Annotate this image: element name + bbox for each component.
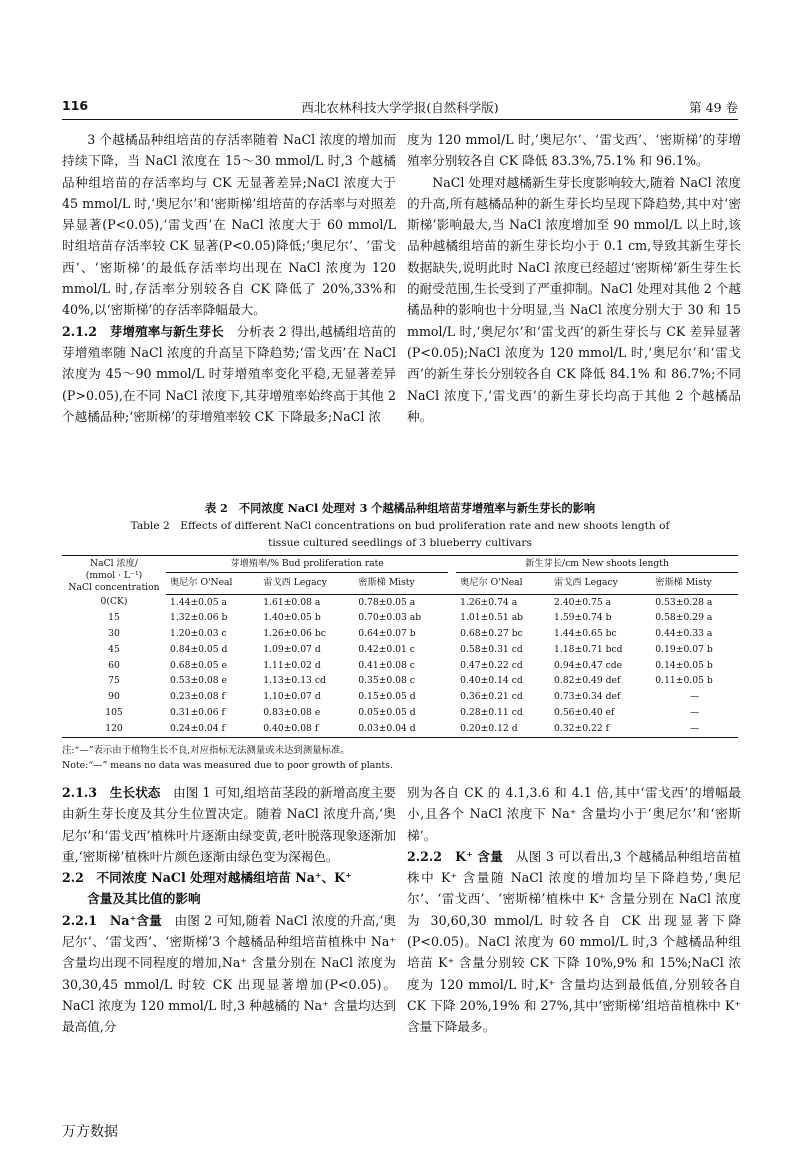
table-cell-concentration: 105 (105, 707, 123, 719)
table-row (62, 721, 738, 737)
table-cell: 0.42±0.01 c (358, 643, 415, 655)
table-subheader: 密斯梯 Misty (354, 573, 448, 594)
right-column-bottom (407, 782, 741, 1038)
table-cell-concentration: 75 (108, 675, 120, 687)
heading-2-2-1: 2.2.1 Na⁺含量 (62, 912, 162, 928)
table-cell: 0.68±0.27 bc (460, 628, 523, 640)
table-cell-concentration: 0(CK) (100, 596, 128, 608)
table-cell: 0.58±0.29 a (655, 612, 713, 624)
table-cell: 0.20±0.12 d (456, 721, 550, 737)
paragraph-na-continued: 别为各自 CK 的 4.1,3.6 和 4.1 倍,其中‘雷戈西’的增幅最小,且各个 NaCl 浓度下 Na⁺ 含量均小于‘奥尼尔’和‘密斯梯’。 (407, 785, 741, 843)
table-row (62, 642, 738, 658)
table-cell: 0.28±0.11 cd (460, 707, 523, 719)
table-cell-concentration: 120 (62, 721, 166, 737)
table-cell: 0.73±0.34 def (554, 691, 621, 703)
left-column-top (62, 129, 396, 427)
table-cell: 0.23±0.08 f (170, 691, 225, 703)
table-cell: 1.10±0.07 d (263, 691, 321, 703)
table-cell: 1.26±0.74 a (460, 596, 518, 608)
table-cell-concentration: 90 (108, 691, 120, 703)
table-cell-concentration: 15 (108, 612, 120, 624)
table-cell: 0.56±0.40 ef (554, 707, 615, 719)
table-subheader: 雷戈西 Legacy (259, 573, 354, 594)
table-cell: 0.40±0.14 cd (460, 675, 523, 687)
left-column-bottom (62, 782, 396, 1038)
table-row (62, 705, 738, 721)
heading-2-1-3: 2.1.3 生长状态 (62, 785, 161, 800)
table-row (62, 673, 738, 689)
table-subheader: 奥尼尔 O'Neal (166, 573, 259, 594)
table-cell: 0.58±0.31 cd (460, 643, 523, 655)
table-cell: 0.53±0.28 a (655, 596, 713, 608)
table-cell: 1.44±0.65 bc (554, 628, 617, 640)
header-rule (62, 119, 738, 120)
table-cell: 1.61±0.08 a (263, 596, 321, 608)
table-row (62, 689, 738, 705)
table-subheader: 奥尼尔 O'Neal (456, 573, 550, 594)
heading-2-2: 2.2 不同浓度 NaCl 处理对越橘组培苗 Na⁺、K⁺ 含量及其比值的影响 (62, 870, 352, 907)
paragraph-bud-continued: 度为 120 mmol/L 时,‘奥尼尔’、‘雷戈西’、‘密斯梯’的芽增殖率分别较各自 CK 降低 83.3%,75.1% 和 96.1%。 (407, 132, 741, 169)
table-cell-concentration: 30 (108, 628, 120, 640)
right-column-top (407, 129, 741, 427)
table-cell: 1.20±0.03 c (170, 628, 227, 640)
table-subheader: 密斯梯 Misty (651, 573, 738, 594)
table-cell: 0.35±0.08 c (358, 675, 415, 687)
table-cell: 0.19±0.07 b (655, 643, 713, 655)
table-cell: 1.59±0.74 b (554, 612, 612, 624)
table-cell: — (690, 707, 700, 719)
table-cell: 2.40±0.75 a (554, 596, 612, 608)
table-header-concentration: NaCl 浓度/ (mmol · L⁻¹) NaCl concentration (62, 556, 166, 595)
table-cell: 0.05±0.05 d (358, 707, 416, 719)
journal-title: 西北农林科技大学学报(自然科学版) (301, 100, 499, 115)
table-row (62, 610, 738, 626)
table-caption-en-line1: Table 2 Effects of different NaCl concentrations on bud proliferation rate and new shoots length of (130, 520, 670, 532)
table-subheader: 雷戈西 Legacy (550, 573, 651, 594)
table-cell: 0.36±0.21 cd (460, 691, 523, 703)
table-cell: 0.11±0.05 b (655, 675, 713, 687)
paragraph-2-1-3: 由图 1 可知,组培苗茎段的新增高度主要由新生芽长度及其分生位置决定。随着 NaCl 浓度升高,‘奥尼尔’和‘雷戈西’植株叶片逐渐由绿变黄,老叶脱落现象逐渐加重,‘密斯梯’植株叶片颜色逐渐由绿色变为深褐色。 (62, 785, 396, 864)
table-header-shoot-length: 新生芽长/cm New shoots length (456, 556, 738, 573)
section-2-2-2 (407, 846, 741, 1038)
heading-2-2-2: 2.2.2 K⁺ 含量 (407, 848, 504, 864)
table-caption-en (62, 518, 738, 552)
section-2-2-1 (62, 910, 396, 1038)
table-cell: 0.44±0.33 a (655, 628, 713, 640)
volume-label: 第 49 卷 (689, 100, 738, 115)
table-cell: 1.26±0.06 bc (263, 628, 326, 640)
table-cell: 0.14±0.05 b (655, 659, 713, 671)
table-note-en: Note:“—” means no data was measured due to poor growth of plants. (62, 760, 393, 771)
table-cell: 1.01±0.51 ab (460, 612, 524, 624)
table-cell: — (690, 691, 700, 703)
table-row (62, 626, 738, 642)
section-2-1-2 (62, 321, 396, 427)
table-cell: 0.40±0.08 f (259, 721, 354, 737)
table-cell: 1.44±0.05 a (170, 596, 228, 608)
paragraph-2-1-2: 分析表 2 得出,越橘组培苗的芽增殖率随 NaCl 浓度的升高呈下降趋势;‘雷戈西’在 NaCl 浓度为 45～90 mmol/L 时芽增殖率变化平稳,无显著差异(P>0.05),在不同 NaCl 浓度下,其芽增殖率始终高于其他 2 个越橘品种;‘密斯梯’的芽增殖率较 CK 下降最多;NaCl 浓 (62, 323, 396, 424)
watermark-footer: 万方数据 (62, 1124, 118, 1140)
table-cell: 0.68±0.05 e (170, 659, 227, 671)
data-table (62, 555, 738, 738)
table-header-bud-rate: 芽增殖率/% Bud proliferation rate (166, 556, 448, 573)
table-row (62, 594, 738, 610)
table-cell: 0.03±0.04 d (354, 721, 448, 737)
paragraph-2-2-1: 由图 2 可知,随着 NaCl 浓度的升高,‘奥尼尔’、‘雷戈西’、‘密斯梯’3 个越橘品种组培苗植株中 Na⁺ 含量均出现不同程度的增加,Na⁺ 含量分别在 NaCl 浓度为 30,30,45 mmol/L 时较 CK 出现显著增加(P<0.05)。NaCl 浓度为 120 mmol/L 时,3 种越橘的 Na⁺ 含量均达到最高值,分 (62, 912, 396, 1035)
table-cell-concentration: 45 (108, 643, 120, 655)
table-cell: 0.15±0.05 d (358, 691, 416, 703)
table-cell: 0.24±0.04 f (166, 721, 259, 737)
table-cell: 0.78±0.05 a (358, 596, 416, 608)
table-cell: 0.31±0.06 f (170, 707, 225, 719)
table-cell: 1.13±0.13 cd (263, 675, 326, 687)
table-cell: 1.18±0.71 bcd (554, 643, 623, 655)
table-cell: 0.83±0.08 e (263, 707, 321, 719)
table-cell: — (651, 721, 738, 737)
table-cell: 0.41±0.08 c (358, 659, 415, 671)
paragraph-shoot-length: NaCl 处理对越橘新生芽长度影响较大,随着 NaCl 浓度的升高,所有越橘品种的新生芽长均呈现下降趋势,其中对‘密斯梯’影响最大,当 NaCl 浓度增加至 90 mmol/L 以上时,该品种越橘组培苗的新生芽长均小于 0.1 cm,导致其新生芽长数据缺失,说明此时 NaCl 浓度已经超过‘密斯梯’新生芽生长的耐受范围,生长受到了严重抑制。NaCl 处理对其他 2 个越橘品种的影响也十分明显,当 NaCl 浓度分别大于 30 和 15 mmol/L 时,‘奥尼尔’和‘雷戈西’的新生芽长与 CK 差异显著(P<0.05);NaCl 浓度为 120 mmol/L 时,‘奥尼尔’和‘雷戈西’的新生芽长分别较各自 CK 降低 84.1% 和 86.7%;不同 NaCl 浓度下,‘雷戈西’的新生芽长均高于其他 2 个越橘品种。 (407, 174, 741, 424)
table-cell: 1.09±0.07 d (263, 643, 321, 655)
table-cell: 0.47±0.22 cd (460, 659, 523, 671)
table-cell: 0.32±0.22 f (550, 721, 651, 737)
table-cell-concentration: 60 (108, 659, 120, 671)
table-cell: 0.84±0.05 d (170, 643, 228, 655)
table-cell: 0.70±0.03 ab (358, 612, 422, 624)
table-body (62, 594, 738, 737)
table-cell: 1.11±0.02 d (263, 659, 321, 671)
table-cell: 1.32±0.06 b (170, 612, 228, 624)
table-cell: 0.64±0.07 b (358, 628, 416, 640)
table-note-cn: 注:“—”表示由于植物生长不良,对应指标无法测量或未达到测量标准。 (62, 745, 350, 756)
page-number: 116 (62, 98, 89, 113)
table-row (62, 658, 738, 674)
table-caption-cn: 表 2 不同浓度 NaCl 处理对 3 个越橘品种组培苗芽增殖率与新生芽长的影响 (204, 501, 596, 515)
table-cell: 1.40±0.05 b (263, 612, 321, 624)
page-header (62, 98, 738, 118)
table-cell: 0.53±0.08 e (170, 675, 227, 687)
table-caption-en-line2: tissue cultured seedlings of 3 blueberry cultivars (268, 537, 532, 549)
table-cell: 0.94±0.47 cde (554, 659, 623, 671)
heading-2-1-2: 2.1.2 芽增殖率与新生芽长 (62, 323, 224, 339)
table-cell: 0.82±0.49 def (554, 675, 621, 687)
paragraph-2-2-2: 从图 3 可以看出,3 个越橘品种组培苗植株中 K⁺ 含量随 NaCl 浓度的增加均呈下降趋势,‘奥尼尔’、‘雷戈西’、‘密斯梯’植株中 K⁺ 含量分别在 NaCl 浓度为 30,60,30 mmol/L 时较各自 CK 出现显著下降(P<0.05)。NaCl 浓度为 60 mmol/L 时,3 个越橘品种组培苗 K⁺ 含量分别较 CK 下降 10%,9% 和 15%;NaCl 浓度为 120 mmol/L 时,K⁺ 含量均达到最低值,分别较各自 CK 下降 20%,19% 和 27%,其中‘密斯梯’组培苗植株中 K⁺ 含量下降最多。 (407, 848, 741, 1035)
paragraph-survival: 3 个越橘品种组培苗的存活率随着 NaCl 浓度的增加而持续下降，当 NaCl 浓度在 15～30 mmol/L 时,3 个越橘品种组培苗的存活率均与 CK 无显著差异;NaCl 浓度大于 45 mmol/L 时,‘奥尼尔’和‘密斯梯’组培苗的存活率与对照差异显著(P<0.05),‘雷戈西’在 NaCl 浓度大于 60 mmol/L 时组培苗存活率较 CK 显著(P<0.05)降低;‘奥尼尔’、‘雷戈西’、‘密斯梯’的最低存活率均出现在 NaCl 浓度为 120 mmol/L 时,存活率分别较各自 CK 降低了 20%,33%和 40%,以‘密斯梯’的存活率降幅最大。 (62, 132, 396, 318)
section-2-1-3 (62, 782, 396, 867)
